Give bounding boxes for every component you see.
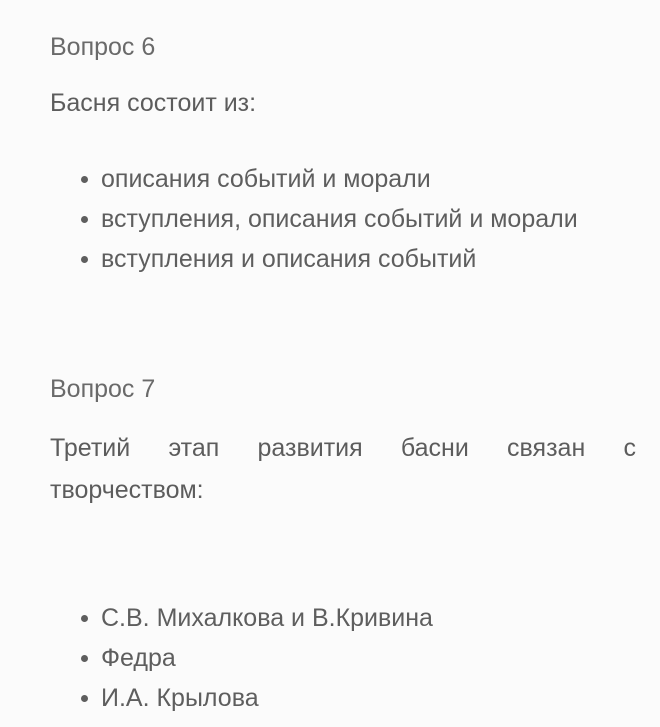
bullet-icon — [81, 216, 88, 223]
bullet-icon — [81, 176, 88, 183]
option-item[interactable] — [79, 239, 578, 279]
option-item[interactable] — [79, 159, 578, 199]
option-item[interactable] — [79, 598, 433, 638]
option-label: Федра — [101, 644, 176, 672]
option-label: описания событий и морали — [101, 165, 431, 193]
options-list — [79, 159, 578, 279]
option-item[interactable] — [79, 678, 433, 718]
bullet-icon — [81, 655, 88, 662]
question-label: Вопрос 7 — [50, 375, 156, 403]
option-label: С.В. Михалкова и В.Кривина — [101, 604, 433, 632]
question-text: Третий этап развития басни связан с творчеством: — [50, 434, 636, 504]
option-label: И.А. Крылова — [101, 684, 259, 712]
bullet-icon — [81, 615, 88, 622]
question-label: Вопрос 6 — [50, 33, 156, 61]
options-list — [79, 598, 433, 718]
option-label: вступления, описания событий и морали — [101, 205, 578, 233]
question-text: Басня состоит из: — [50, 89, 257, 117]
bullet-icon — [81, 256, 88, 263]
option-item[interactable] — [79, 638, 433, 678]
bullet-icon — [81, 695, 88, 702]
option-item[interactable] — [79, 199, 578, 239]
option-label: вступления и описания событий — [101, 245, 477, 273]
